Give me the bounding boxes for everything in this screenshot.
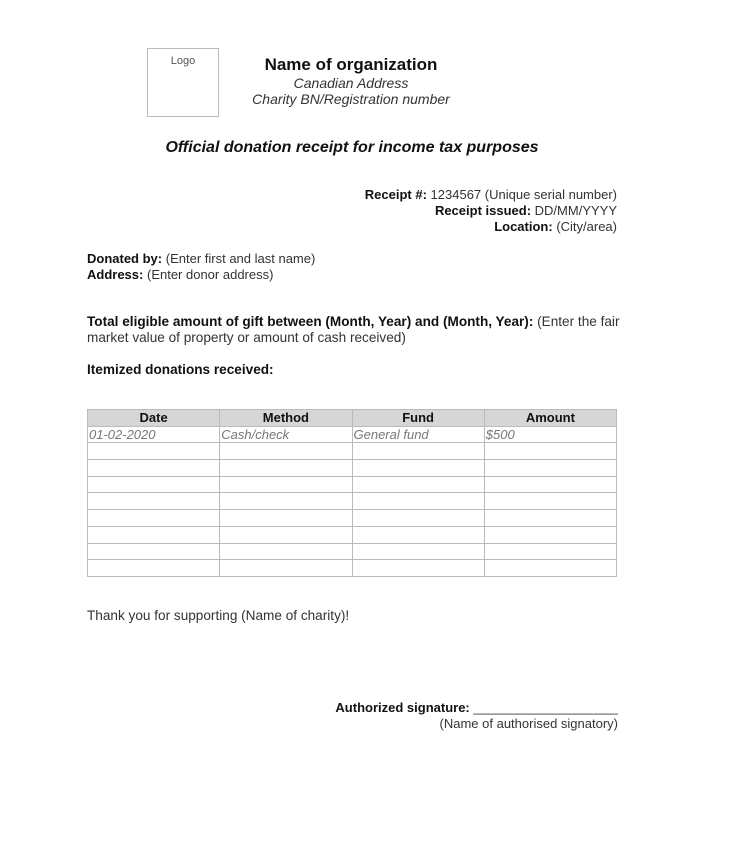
table-cell[interactable] xyxy=(484,510,616,527)
table-cell[interactable]: Cash/check xyxy=(220,426,352,443)
table-cell[interactable] xyxy=(88,543,220,560)
column-header: Fund xyxy=(352,410,484,427)
signature-block xyxy=(300,700,618,731)
table-row xyxy=(88,543,617,560)
column-header: Amount xyxy=(484,410,616,427)
table-cell[interactable]: $500 xyxy=(484,426,616,443)
table-cell[interactable] xyxy=(484,460,616,477)
table-cell[interactable] xyxy=(484,493,616,510)
table-cell[interactable] xyxy=(352,476,484,493)
donor-info xyxy=(87,251,315,283)
table-row xyxy=(88,460,617,477)
table-cell[interactable] xyxy=(88,560,220,577)
table-cell[interactable] xyxy=(484,526,616,543)
org-address: Canadian Address xyxy=(293,75,409,91)
receipt-info xyxy=(365,187,617,235)
document-title: Official donation receipt for income tax purposes xyxy=(165,139,539,156)
table-cell[interactable] xyxy=(220,543,352,560)
donated-by: (Enter first and last name) xyxy=(165,251,316,266)
donated-by-label: Donated by: xyxy=(87,251,163,266)
table-cell[interactable] xyxy=(352,560,484,577)
column-header: Date xyxy=(88,410,220,427)
signatory-caption: (Name of authorised signatory) xyxy=(439,716,618,731)
table-cell[interactable] xyxy=(484,443,616,460)
table-row xyxy=(88,526,617,543)
table-cell[interactable] xyxy=(220,476,352,493)
table-cell[interactable]: General fund xyxy=(352,426,484,443)
table-cell[interactable]: 01-02-2020 xyxy=(88,426,220,443)
org-bn: Charity BN/Registration number xyxy=(252,91,450,107)
table-cell[interactable] xyxy=(352,493,484,510)
signature-line[interactable]: ____________________ xyxy=(473,700,618,715)
table-cell[interactable] xyxy=(484,543,616,560)
table-cell[interactable] xyxy=(220,443,352,460)
table-row xyxy=(88,426,617,443)
column-header: Method xyxy=(220,410,352,427)
itemized-label: Itemized donations received: xyxy=(87,362,274,377)
itemized-heading xyxy=(87,362,274,378)
thank-you-text: Thank you for supporting (Name of charity)! xyxy=(87,608,350,623)
table-cell[interactable] xyxy=(220,526,352,543)
table-row xyxy=(88,493,617,510)
table-cell[interactable] xyxy=(484,476,616,493)
table-cell[interactable] xyxy=(352,460,484,477)
location: (City/area) xyxy=(556,219,617,234)
table-cell[interactable] xyxy=(352,443,484,460)
table-cell[interactable] xyxy=(88,476,220,493)
table-cell[interactable] xyxy=(220,493,352,510)
location-label: Location: xyxy=(494,219,553,234)
total-amount xyxy=(87,314,622,346)
address-label: Address: xyxy=(87,267,144,282)
logo-placeholder: Logo xyxy=(147,48,219,117)
table-row xyxy=(88,443,617,460)
table-row xyxy=(88,510,617,527)
table-cell[interactable] xyxy=(352,543,484,560)
org-header xyxy=(240,54,462,107)
receipt-issued-label: Receipt issued: xyxy=(434,203,532,218)
signature-label: Authorized signature: xyxy=(335,700,470,715)
table-cell[interactable] xyxy=(352,526,484,543)
table-row xyxy=(88,560,617,577)
total-value: (Enter the fair market value of property or amount of cash received) xyxy=(87,314,620,345)
donations-table xyxy=(87,409,617,577)
table-cell[interactable] xyxy=(88,493,220,510)
org-name: Name of organization xyxy=(264,55,438,74)
table-cell[interactable] xyxy=(88,443,220,460)
table-cell[interactable] xyxy=(220,460,352,477)
table-cell[interactable] xyxy=(484,560,616,577)
table-row xyxy=(88,476,617,493)
table-cell[interactable] xyxy=(88,460,220,477)
table-cell[interactable] xyxy=(220,510,352,527)
receipt-number: 1234567 (Unique serial number) xyxy=(430,187,617,202)
total-label: Total eligible amount of gift between (Month, Year) and (Month, Year): xyxy=(87,314,534,329)
table-cell[interactable] xyxy=(88,510,220,527)
table-cell[interactable] xyxy=(220,560,352,577)
receipt-issued: DD/MM/YYYY xyxy=(534,203,617,218)
address: (Enter donor address) xyxy=(146,267,274,282)
table-cell[interactable] xyxy=(352,510,484,527)
table-cell[interactable] xyxy=(88,526,220,543)
receipt-number-label: Receipt #: xyxy=(364,187,427,202)
